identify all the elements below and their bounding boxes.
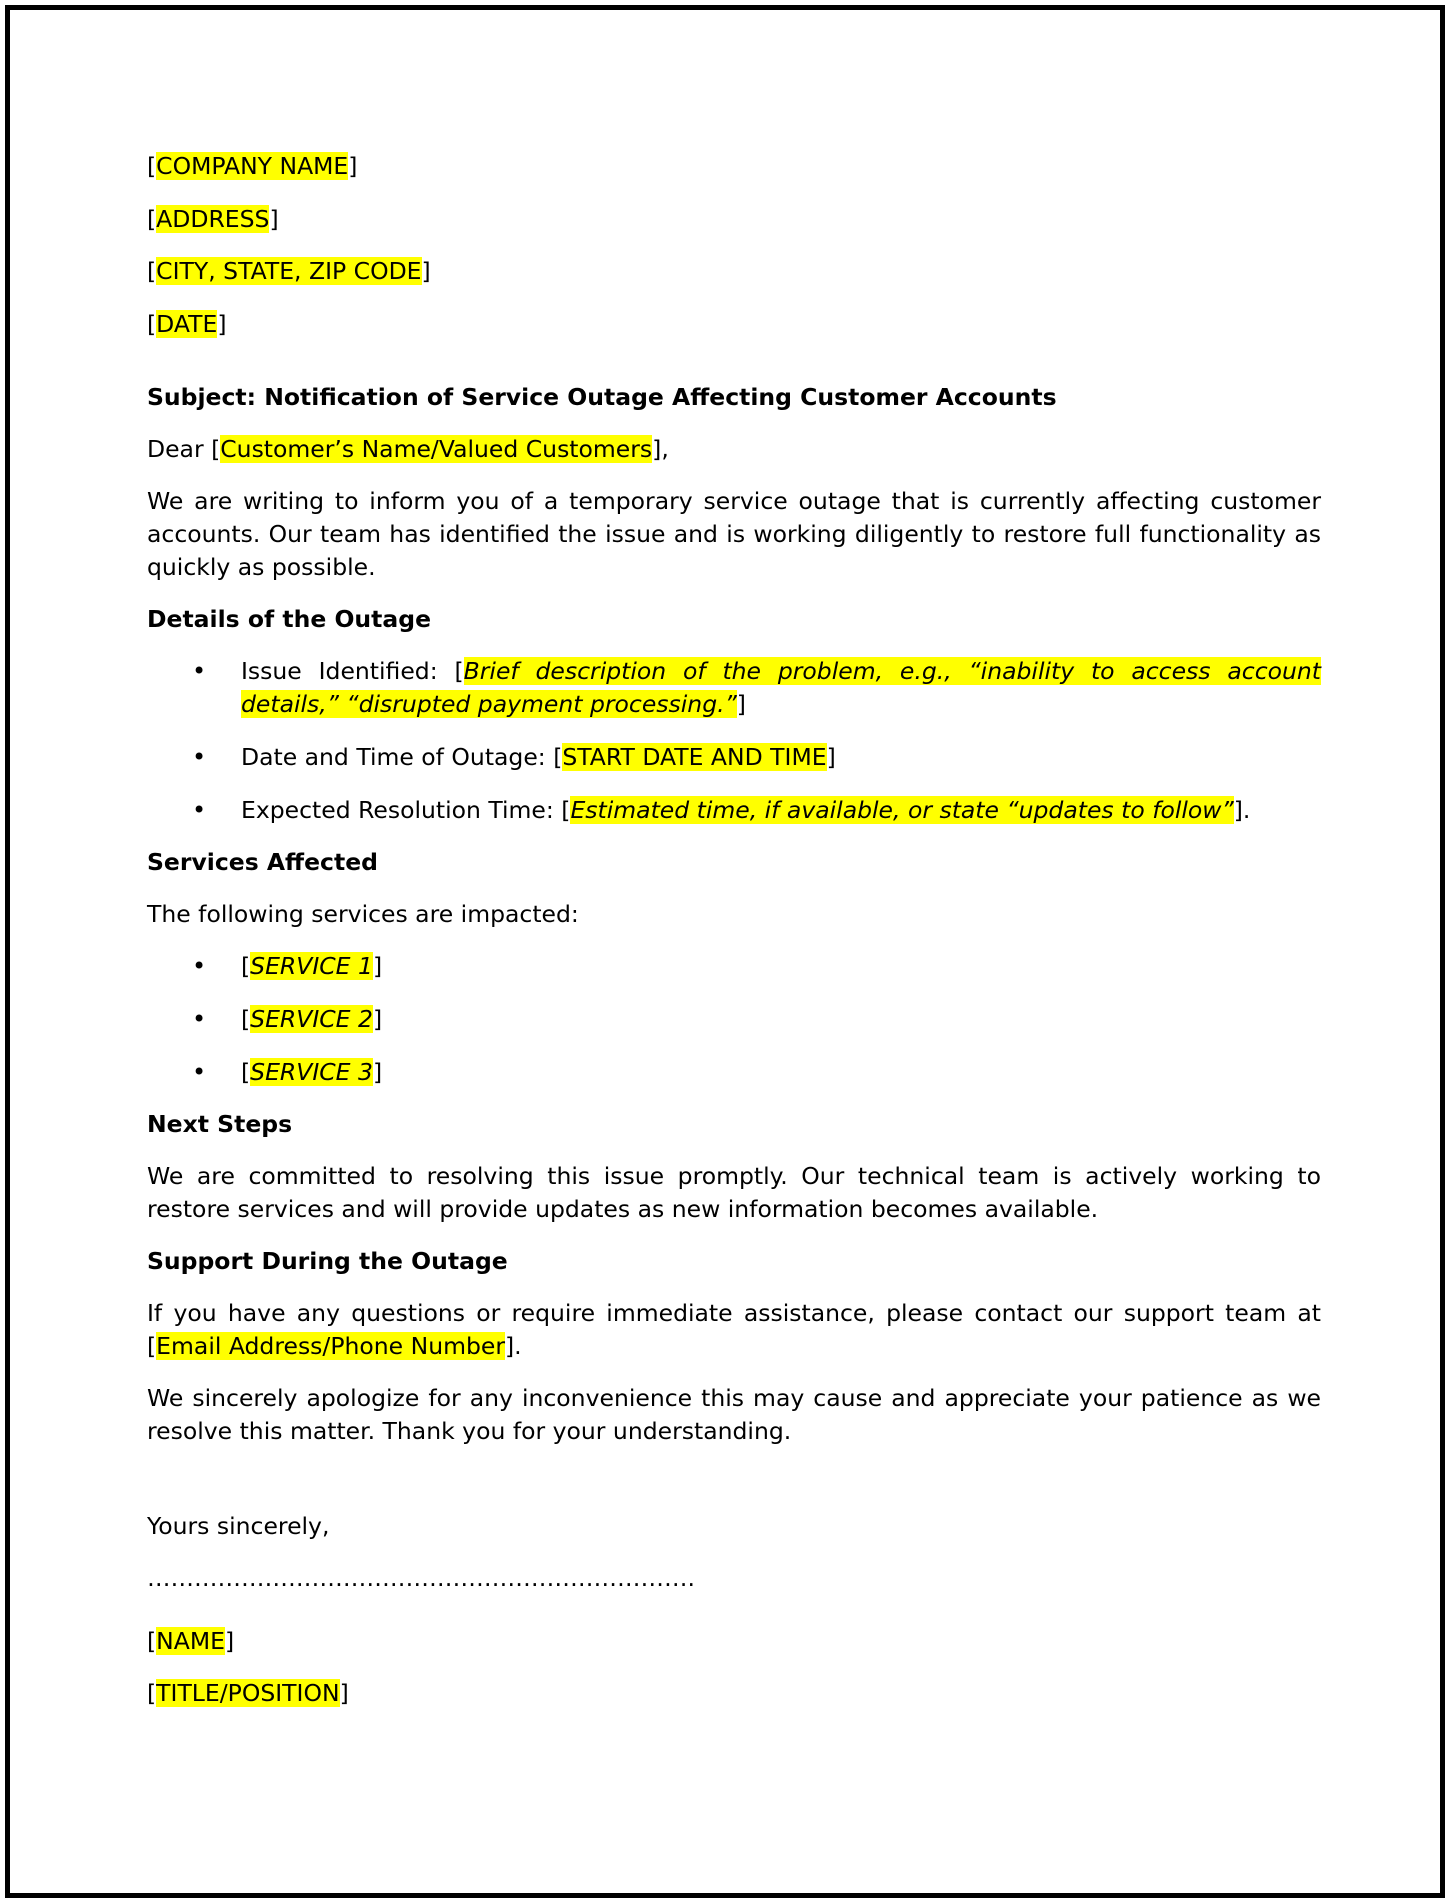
bullet-icon: • (192, 1004, 207, 1033)
bullet-icon: • (192, 656, 207, 685)
city-state-zip-placeholder: CITY, STATE, ZIP CODE (156, 257, 422, 285)
list-item: • [SERVICE 3] (147, 1056, 1321, 1089)
services-intro: The following services are impacted: (147, 899, 579, 928)
list-item: • [SERVICE 1] (147, 950, 1321, 983)
start-date-placeholder: START DATE AND TIME (562, 742, 827, 771)
letter-body (147, 150, 1321, 1729)
date-line: [DATE] (147, 309, 227, 338)
list-item: • Date and Time of Outage: [START DATE AND TIME] (147, 741, 1321, 774)
service-placeholder: SERVICE 2 (250, 1004, 373, 1033)
details-list (147, 655, 1321, 827)
bullet-icon: • (192, 951, 207, 980)
issue-placeholder: Brief description of the problem, e.g., “inability to access account details,” “disrupted payment processing.” (241, 656, 1321, 718)
service-placeholder: SERVICE 1 (250, 951, 373, 980)
date-placeholder: DATE (156, 309, 218, 338)
apology-paragraph: We sincerely apologize for any inconvenience this may cause and appreciate your patience as we resolve this matter. Thank you for your understanding. (147, 1383, 1321, 1445)
intro-paragraph: We are writing to inform you of a temporary service outage that is currently affecting customer accounts. Our team has identified the issue and is working diligently to restore full functionality as quickly as possible. (147, 486, 1321, 581)
city-state-zip-line: [CITY, STATE, ZIP CODE] (147, 257, 431, 285)
contact-placeholder: Email Address/Phone Number (156, 1331, 506, 1360)
details-heading: Details of the Outage (147, 604, 432, 633)
support-paragraph: If you have any questions or require immediate assistance, please contact our support team at [Email Address/Phone Number]. (147, 1298, 1321, 1360)
next-steps-heading: Next Steps (147, 1109, 293, 1138)
document-page (5, 5, 1445, 1898)
next-steps-paragraph: We are committed to resolving this issue promptly. Our technical team is actively working to restore services and will provide updates as new information becomes available. (147, 1161, 1321, 1223)
title-placeholder: TITLE/POSITION (156, 1678, 340, 1707)
address-placeholder: ADDRESS (156, 204, 270, 233)
list-item: • Issue Identified: [Brief description of the problem, e.g., “inability to access account details,” “disrupted payment processing.”] (192, 656, 1321, 718)
signature-line: ……………………………………………………………. (147, 1563, 695, 1592)
company-name-line: [COMPANY NAME] (147, 152, 358, 180)
resolution-time-placeholder: Estimated time, if available, or state “updates to follow” (570, 795, 1234, 824)
company-name-placeholder: COMPANY NAME (156, 152, 349, 180)
support-heading: Support During the Outage (147, 1246, 508, 1275)
signer-title-line: [TITLE/POSITION] (147, 1678, 349, 1707)
services-list (147, 950, 1321, 1089)
bullet-icon: • (192, 742, 207, 771)
bullet-icon: • (192, 795, 207, 824)
signer-name-line: [NAME] (147, 1626, 235, 1655)
address-line: [ADDRESS] (147, 204, 279, 233)
list-item: • Expected Resolution Time: [Estimated time, if available, or state “updates to follow”]. (147, 794, 1321, 827)
sender-block (147, 150, 1321, 341)
customer-name-placeholder: Customer’s Name/Valued Customers (220, 434, 653, 463)
service-placeholder: SERVICE 3 (250, 1057, 373, 1086)
name-placeholder: NAME (156, 1626, 225, 1655)
sign-off: Yours sincerely, (147, 1511, 330, 1540)
subject-line: Subject: Notification of Service Outage Affecting Customer Accounts (147, 382, 1057, 411)
services-heading: Services Affected (147, 847, 378, 876)
bullet-icon: • (192, 1057, 207, 1086)
list-item: • [SERVICE 2] (147, 1003, 1321, 1036)
greeting: Dear [Customer’s Name/Valued Customers], (147, 434, 669, 463)
